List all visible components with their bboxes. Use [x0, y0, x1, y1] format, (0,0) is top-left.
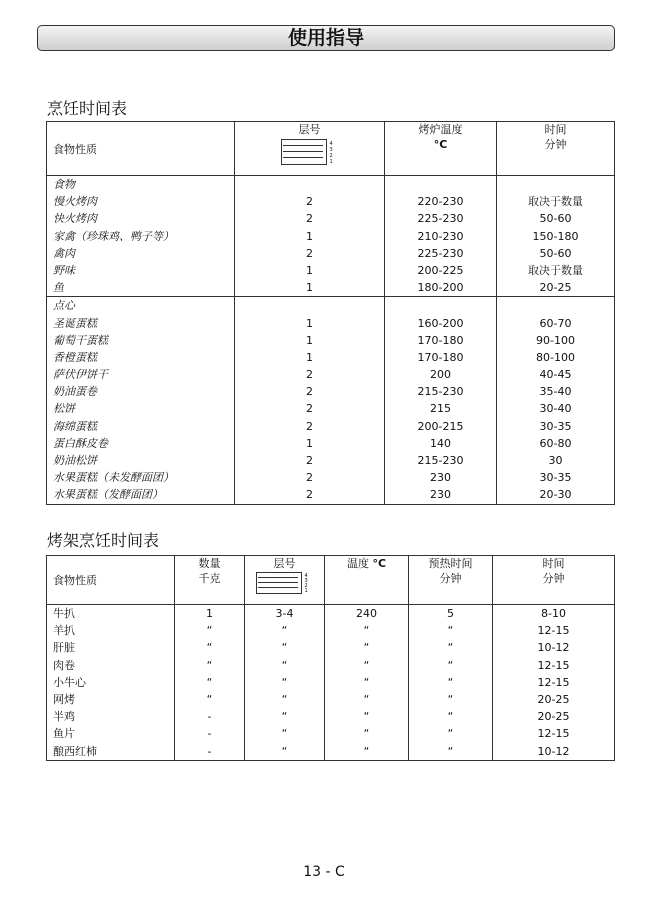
level-value: 3-4 — [275, 607, 294, 620]
header-temp-label: 烤炉温度 — [418, 123, 463, 136]
shelf-number: 4 — [329, 141, 333, 147]
time-value: 10-12 — [537, 744, 570, 758]
preheat-value: “ — [447, 692, 454, 706]
time-value: 12-15 — [537, 658, 570, 672]
time-value: 60-80 — [539, 436, 572, 450]
temp-value: “ — [363, 710, 370, 724]
food-name: 快火烤肉 — [53, 212, 97, 226]
header-qty-unit: 千克 — [198, 572, 221, 585]
header-temperature — [325, 556, 409, 605]
header-temp-label: 温度 — [346, 557, 369, 570]
level-value: “ — [281, 658, 288, 672]
pastry-group — [47, 297, 615, 504]
temp-value: 220-230 — [417, 195, 464, 209]
shelf-number: 1 — [304, 588, 308, 594]
level-value: “ — [281, 675, 288, 689]
level-value: 1 — [306, 436, 313, 450]
grill-time-table — [46, 555, 615, 761]
header-time-unit: 分钟 — [542, 572, 565, 585]
time-value: 90-100 — [536, 333, 575, 347]
temp-value: 200 — [430, 368, 451, 382]
preheat-value: “ — [447, 624, 454, 638]
temp-value: “ — [363, 624, 370, 638]
time-value: 30-35 — [539, 471, 572, 485]
temp-value: 215-230 — [417, 385, 464, 399]
qty-value: - — [207, 727, 212, 741]
qty-value: “ — [206, 624, 213, 638]
page-number: 13 - C — [303, 864, 345, 880]
food-name: 网烤 — [53, 692, 75, 706]
food-name-column — [47, 605, 175, 761]
temp-column — [325, 605, 409, 761]
food-name: 萨伏伊饼干 — [53, 368, 108, 382]
level-value: 1 — [306, 350, 313, 364]
time-value: 50-60 — [539, 246, 572, 260]
food-name: 松饼 — [53, 402, 75, 416]
temp-value: 200-215 — [417, 419, 464, 433]
level-value: 1 — [306, 229, 313, 243]
level-value: 1 — [306, 316, 313, 330]
food-name: 鱼 — [53, 281, 64, 295]
time-value: 20-25 — [537, 692, 570, 706]
header-time — [493, 556, 615, 605]
time-column — [493, 605, 615, 761]
preheat-value: “ — [447, 641, 454, 655]
time-value: 12-15 — [537, 727, 570, 741]
temp-value: 140 — [430, 436, 451, 450]
temp-value: “ — [363, 727, 370, 741]
food-name-column — [47, 176, 235, 297]
level-value: 2 — [306, 212, 313, 226]
temp-value: 230 — [430, 471, 451, 485]
time-value: 40-45 — [539, 368, 572, 382]
food-name: 羊扒 — [53, 624, 75, 638]
header-qty-label: 数量 — [198, 557, 221, 570]
temp-value: 240 — [356, 607, 377, 620]
food-name: 蛋白酥皮卷 — [53, 436, 108, 450]
food-name: 葡萄干蛋糕 — [53, 333, 108, 347]
food-name: 海绵蛋糕 — [53, 419, 97, 433]
food-name: 圣诞蛋糕 — [53, 316, 97, 330]
time-value: 35-40 — [539, 385, 572, 399]
time-value: 8-10 — [541, 607, 566, 620]
level-value: 2 — [306, 385, 313, 399]
shelf-number: 1 — [329, 159, 333, 165]
food-name: 奶油蛋卷 — [53, 385, 97, 399]
shelf-number: 2 — [304, 583, 308, 589]
shelf-number: 4 — [304, 573, 308, 579]
level-value: 1 — [306, 263, 313, 277]
time-value: 50-60 — [539, 212, 572, 226]
level-value: “ — [281, 727, 288, 741]
preheat-value: “ — [447, 727, 454, 741]
food-group — [47, 176, 615, 297]
header-time-label: 时间 — [544, 123, 567, 136]
time-value: 30-40 — [539, 402, 572, 416]
temp-value: 200-225 — [417, 263, 464, 277]
time-value: 10-12 — [537, 641, 570, 655]
cooking-time-table — [46, 121, 615, 505]
level-value: “ — [281, 710, 288, 724]
food-name: 酿西红柿 — [53, 744, 97, 758]
preheat-value: “ — [447, 675, 454, 689]
time-column — [497, 297, 615, 504]
food-name: 鱼片 — [53, 727, 75, 741]
time-value: 取决于数量 — [528, 263, 583, 277]
level-value: 2 — [306, 454, 313, 467]
qty-value: “ — [206, 641, 213, 655]
header-temp-unit: °C — [372, 557, 387, 570]
cooking-table-header — [47, 122, 615, 176]
time-column — [497, 176, 615, 297]
preheat-value: “ — [447, 710, 454, 724]
food-name: 慢火烤肉 — [53, 195, 97, 209]
grill-body — [47, 605, 615, 761]
level-value: 1 — [306, 333, 313, 347]
temp-value: “ — [363, 692, 370, 706]
level-value: 2 — [306, 471, 313, 485]
time-value: 30 — [548, 454, 563, 467]
temp-value: “ — [363, 675, 370, 689]
level-value: 2 — [306, 195, 313, 209]
header-level — [235, 122, 385, 176]
grill-table-header — [47, 556, 615, 605]
qty-value: 1 — [206, 607, 213, 620]
temp-value: “ — [363, 744, 370, 758]
preheat-column — [409, 605, 493, 761]
time-value: 12-15 — [537, 624, 570, 638]
shelf-number: 2 — [329, 153, 333, 159]
header-time — [497, 122, 615, 176]
header-level-label: 层号 — [273, 557, 296, 570]
time-value: 20-30 — [539, 488, 572, 502]
food-name-column — [47, 297, 235, 504]
qty-value: “ — [206, 675, 213, 689]
group-heading: 点心 — [53, 299, 75, 313]
level-column — [245, 605, 325, 761]
food-name: 香橙蛋糕 — [53, 350, 97, 364]
time-value: 150-180 — [532, 229, 579, 243]
food-name: 奶油松饼 — [53, 454, 97, 467]
food-name: 半鸡 — [53, 710, 75, 724]
header-food-type: 食物性质 — [47, 556, 175, 605]
shelf-number: 3 — [304, 578, 308, 584]
header-temp-unit: °C — [433, 138, 448, 151]
page-title: 使用指导 — [37, 25, 615, 51]
time-value: 12-15 — [537, 675, 570, 689]
level-value: 2 — [306, 368, 313, 382]
level-value: 2 — [306, 402, 313, 416]
food-name: 水果蛋糕（发酵面团） — [53, 488, 163, 502]
qty-value: - — [207, 710, 212, 724]
temp-value: 225-230 — [417, 246, 464, 260]
temp-value: 215-230 — [417, 454, 464, 467]
time-value: 30-35 — [539, 419, 572, 433]
level-value: “ — [281, 624, 288, 638]
qty-value: - — [207, 744, 212, 758]
level-column — [235, 297, 385, 504]
level-value: “ — [281, 692, 288, 706]
qty-value: “ — [206, 692, 213, 706]
food-name: 肉卷 — [53, 658, 75, 672]
level-value: “ — [281, 641, 288, 655]
temp-value: 160-200 — [417, 316, 464, 330]
level-value: “ — [281, 744, 288, 758]
temp-value: 170-180 — [417, 333, 464, 347]
quantity-column — [175, 605, 245, 761]
temp-value: “ — [363, 641, 370, 655]
temp-value: “ — [363, 658, 370, 672]
header-oven-temp — [385, 122, 497, 176]
header-preheat-label: 预热时间 — [428, 557, 473, 570]
preheat-value: “ — [447, 744, 454, 758]
temp-value: 180-200 — [417, 281, 464, 295]
food-name: 小牛心 — [53, 675, 86, 689]
level-value: 2 — [306, 246, 313, 260]
level-value: 2 — [306, 488, 313, 502]
time-value: 60-70 — [539, 316, 572, 330]
time-value: 20-25 — [539, 281, 572, 295]
level-value: 1 — [306, 281, 313, 295]
temp-value: 230 — [430, 488, 451, 502]
header-quantity — [175, 556, 245, 605]
food-name: 野味 — [53, 263, 75, 277]
group-heading: 食物 — [53, 178, 75, 191]
grill-table-title: 烤架烹饪时间表 — [47, 531, 160, 550]
header-time-label: 时间 — [542, 557, 565, 570]
time-value: 80-100 — [536, 350, 575, 364]
level-value: 2 — [306, 419, 313, 433]
level-column — [235, 176, 385, 297]
temp-value: 225-230 — [417, 212, 464, 226]
header-preheat — [409, 556, 493, 605]
temp-value: 215 — [430, 402, 451, 416]
oven-shelf-icon — [256, 572, 314, 596]
food-name: 家禽（珍珠鸡、鸭子等） — [53, 229, 174, 243]
qty-value: “ — [206, 658, 213, 672]
temp-column — [385, 176, 497, 297]
temp-column — [385, 297, 497, 504]
time-value: 20-25 — [537, 710, 570, 724]
temp-value: 170-180 — [417, 350, 464, 364]
preheat-value: “ — [447, 658, 454, 672]
shelf-number: 3 — [329, 147, 333, 153]
food-name: 水果蛋糕（未发酵面团） — [53, 471, 174, 485]
time-value: 取决于数量 — [528, 195, 583, 209]
oven-shelf-icon — [281, 139, 339, 167]
preheat-value: 5 — [447, 607, 454, 620]
cooking-table-title: 烹饪时间表 — [47, 99, 128, 118]
header-preheat-unit: 分钟 — [439, 572, 462, 585]
food-name: 禽肉 — [53, 246, 75, 260]
header-level-label: 层号 — [298, 123, 321, 136]
food-name: 肝脏 — [53, 641, 75, 655]
header-level — [245, 556, 325, 605]
header-food-type: 食物性质 — [47, 122, 235, 176]
food-name: 牛扒 — [53, 607, 75, 620]
header-time-unit: 分钟 — [544, 138, 567, 151]
temp-value: 210-230 — [417, 229, 464, 243]
